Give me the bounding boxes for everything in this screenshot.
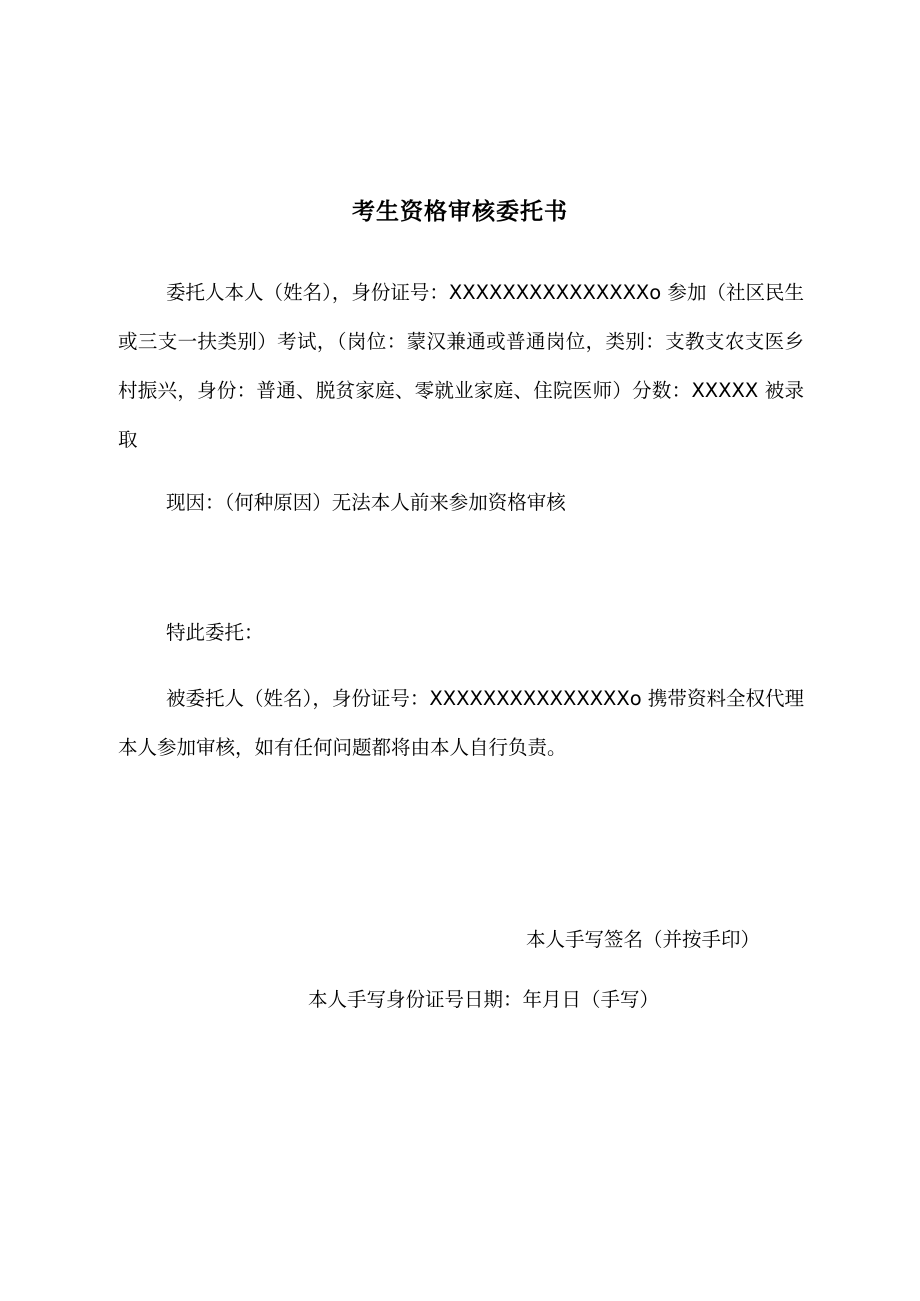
entrust-statement: 特此委托：: [166, 621, 264, 644]
document-title: 考生资格审核委托书: [352, 199, 568, 225]
signature-line: 本人手写签名（并按手印）: [526, 928, 761, 951]
id-date-line: 本人手写身份证号日期：年月日（手写）: [308, 988, 660, 1011]
reason-paragraph: 现因：（何种原因）无法本人前来参加资格审核: [166, 491, 566, 514]
agent-info-paragraph: 被委托人（姓名），身份证号：XXXXXXXXXXXXXXXo 携带资料全权代理本人参加审核，如有任何问题都将由本人自行负责。: [118, 687, 804, 759]
principal-info-paragraph: 委托人本人（姓名），身份证号：XXXXXXXXXXXXXXXo 参加（社区民生或三支一扶类别）考试，（岗位：蒙汉兼通或普通岗位，类别：支教支农支医乡村振兴，身份：普通、脱贫家庭、零就业家庭、住院医师）分数：XXXXX 被录取: [118, 281, 804, 451]
